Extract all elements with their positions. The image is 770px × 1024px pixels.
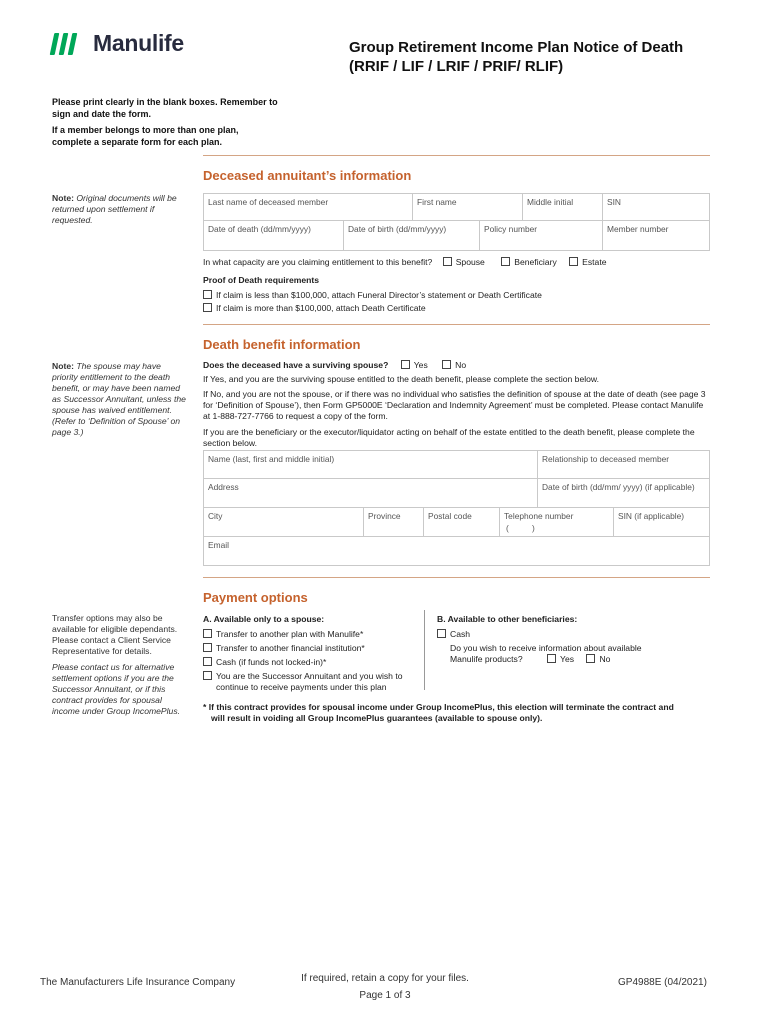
middle-initial-field[interactable] <box>523 194 603 220</box>
field-label: Relationship to deceased member <box>542 454 670 464</box>
form-title-line2: (RRIF / LIF / LRIF / PRIF/ RLIF) <box>349 58 564 75</box>
footnote-line2: will result in voiding all Group IncomePlus guarantees (available to spouse only). <box>211 713 543 723</box>
footer-retain: If required, retain a copy for your files. <box>301 973 469 984</box>
checkbox-icon[interactable] <box>203 629 212 638</box>
province-field[interactable] <box>364 508 424 536</box>
field-label: First name <box>417 197 457 207</box>
checkbox-icon[interactable] <box>203 657 212 666</box>
field-label: Telephone number <box>504 511 574 521</box>
column-divider <box>424 610 425 690</box>
spouse-option[interactable] <box>443 257 485 267</box>
city-field[interactable] <box>204 508 364 536</box>
instruction-line: Please print clearly in the blank boxes. Remember to <box>52 97 278 107</box>
proof-option-more[interactable] <box>203 303 426 314</box>
option-label: Estate <box>582 257 607 267</box>
option-label: Yes <box>413 360 428 370</box>
field-label: Address <box>208 482 239 492</box>
claimant-row-1 <box>203 450 710 479</box>
note-original-documents <box>52 193 187 226</box>
capacity-question: In what capacity are you claiming entitlement to this benefit? <box>203 257 433 267</box>
first-name-field[interactable] <box>413 194 523 220</box>
note-label: Note: <box>52 361 74 371</box>
estate-option[interactable] <box>569 257 606 267</box>
footnote-line1: * If this contract provides for spousal income under Group IncomePlus, this election will terminate the contract and <box>203 702 674 712</box>
capacity-question-row <box>203 257 607 268</box>
option-label: If claim is less than $100,000, attach Funeral Director’s statement or Death Certificate <box>216 290 542 300</box>
option-label: Beneficiary <box>514 257 557 267</box>
option-a-successor-cont: continue to receive payments under this plan <box>216 682 387 692</box>
option-label: Transfer to another financial institution* <box>216 643 365 653</box>
note-text: The spouse may have priority entitlement to the death benefit, or may have been named as Successor Annuitant, unless the spouse has waived entitlement. (Refer to ‘Definition of Spouse’ on page 3.) <box>52 361 186 437</box>
option-label: No <box>599 654 611 664</box>
instruction-no: If No, and you are not the spouse, or if there was no individual who satisfies the definition of spouse at the date of death (see page 3 for ‘Definition of Spouse’), then Form GP5000E ‘Declaration and Indemnity Agreement’ must be completed. Please contact Manulife at 1-888-727-7766 to request a copy of the form. <box>203 389 706 421</box>
field-label: City <box>208 511 223 521</box>
section-divider <box>203 577 710 578</box>
option-label: If claim is more than $100,000, attach Death Certificate <box>216 303 426 313</box>
spouse-no-option[interactable] <box>442 360 466 370</box>
claimant-name-field[interactable] <box>204 451 538 478</box>
section-heading-deceased: Deceased annuitant’s information <box>203 168 412 183</box>
form-title <box>349 38 683 76</box>
section-divider <box>203 324 710 325</box>
instruction-yes: If Yes, and you are the surviving spouse entitled to the death benefit, please complete the section below. <box>203 374 600 384</box>
page-number: Page 1 of 3 <box>359 990 411 1001</box>
date-of-death-field[interactable] <box>204 221 344 250</box>
field-label: Member number <box>607 224 669 234</box>
info-question-line1: Do you wish to receive information about available <box>450 643 642 653</box>
option-a-successor[interactable] <box>203 671 402 682</box>
info-question-line2: Manulife products? <box>450 654 523 664</box>
section-divider <box>203 155 710 156</box>
option-a-transfer-manulife[interactable] <box>203 629 363 640</box>
checkbox-icon[interactable] <box>203 303 212 312</box>
option-label: Yes <box>560 654 575 664</box>
checkbox-icon[interactable] <box>569 257 578 266</box>
policy-number-field[interactable] <box>480 221 603 250</box>
instructions <box>52 96 312 120</box>
postal-code-field[interactable] <box>424 508 500 536</box>
option-b-cash[interactable] <box>437 629 470 640</box>
field-label: SIN (if applicable) <box>618 511 685 521</box>
checkbox-icon[interactable] <box>203 290 212 299</box>
section-heading-payment: Payment options <box>203 590 308 605</box>
note-text: Original documents will be returned upon settlement if requested. <box>52 193 177 225</box>
checkbox-icon[interactable] <box>443 257 452 266</box>
checkbox-icon[interactable] <box>442 360 451 369</box>
email-field[interactable] <box>204 537 709 565</box>
instruction-line: complete a separate form for each plan. <box>52 137 223 147</box>
note-spouse-priority <box>52 361 187 438</box>
checkbox-icon[interactable] <box>203 671 212 680</box>
claimant-row-2 <box>203 479 710 508</box>
option-label: No <box>455 360 467 370</box>
last-name-field[interactable] <box>204 194 413 220</box>
claimant-dob-field[interactable] <box>538 479 709 507</box>
claimant-sin-field[interactable] <box>614 508 709 536</box>
sin-field[interactable] <box>603 194 709 220</box>
option-label: Cash <box>450 629 471 639</box>
checkbox-icon[interactable] <box>547 654 556 663</box>
instructions-plans <box>52 124 312 148</box>
option-a-cash[interactable] <box>203 657 326 668</box>
info-no-option[interactable] <box>586 654 610 664</box>
field-label: SIN <box>607 197 621 207</box>
footer-company: The Manufacturers Life Insurance Company <box>40 977 236 988</box>
manulife-logo-icon <box>52 33 75 55</box>
instruction-line: If a member belongs to more than one plan, <box>52 125 239 135</box>
field-label: Province <box>368 511 401 521</box>
relationship-field[interactable] <box>538 451 709 478</box>
info-question-row <box>450 654 610 665</box>
field-label: Date of birth (dd/mm/ yyyy) (if applicable) <box>542 482 695 492</box>
date-of-birth-field[interactable] <box>344 221 480 250</box>
field-label: Date of death (dd/mm/yyyy) <box>208 224 311 234</box>
field-label: Postal code <box>428 511 472 521</box>
address-field[interactable] <box>204 479 538 507</box>
brand-name: Manulife <box>93 30 184 56</box>
option-label: You are the Successor Annuitant and you wish to <box>216 671 403 681</box>
transfer-options-note: Transfer options may also be available for eligible dependants. Please contact a Client Service Representative for details. <box>52 613 178 656</box>
deceased-row-1 <box>203 193 710 221</box>
proof-option-less[interactable] <box>203 290 542 301</box>
section-heading-death-benefit: Death benefit information <box>203 337 361 352</box>
form-code: GP4988E (04/2021) <box>618 977 707 988</box>
telephone-field[interactable] <box>500 508 614 536</box>
note-label: Note: <box>52 193 74 203</box>
checkbox-icon[interactable] <box>586 654 595 663</box>
deceased-row-2 <box>203 221 710 251</box>
field-label: Last name of deceased member <box>208 197 329 207</box>
option-label: Cash (if funds not locked-in)* <box>216 657 327 667</box>
spouse-question: Does the deceased have a surviving spouse? <box>203 360 389 370</box>
checkbox-icon[interactable] <box>203 643 212 652</box>
field-label: Policy number <box>484 224 538 234</box>
proof-heading: Proof of Death requirements <box>203 275 320 285</box>
option-b-heading: B. Available to other beneficiaries: <box>437 614 578 624</box>
option-label: Transfer to another plan with Manulife* <box>216 629 364 639</box>
field-label: Date of birth (dd/mm/yyyy) <box>348 224 447 234</box>
info-yes-option[interactable] <box>547 654 574 664</box>
spouse-question-row <box>203 360 466 371</box>
beneficiary-option[interactable] <box>501 257 557 267</box>
checkbox-icon[interactable] <box>437 629 446 638</box>
field-label: Email <box>208 540 229 550</box>
member-number-field[interactable] <box>603 221 709 250</box>
option-a-transfer-institution[interactable] <box>203 643 365 654</box>
instruction-beneficiary: If you are the beneficiary or the executor/liquidator acting on behalf of the estate entitled to the death benefit, please complete the section below. <box>203 427 695 448</box>
area-code-mask: ( ) <box>506 523 535 533</box>
option-label: Spouse <box>455 257 485 267</box>
option-a-heading: A. Available only to a spouse: <box>203 614 325 624</box>
claimant-row-4 <box>203 537 710 566</box>
checkbox-icon[interactable] <box>501 257 510 266</box>
form-title-line1: Group Retirement Income Plan Notice of Death <box>349 39 684 56</box>
checkbox-icon[interactable] <box>401 360 410 369</box>
claimant-row-3 <box>203 508 710 537</box>
field-label: Name (last, first and middle initial) <box>208 454 335 464</box>
instruction-line: sign and date the form. <box>52 109 152 119</box>
spouse-yes-option[interactable] <box>401 360 428 370</box>
alternative-settlement-note: Please contact us for alternative settlement options if you are the Successor Annuitant, or if this contract provides for spousal income under Group IncomePlus. <box>52 662 181 716</box>
field-label: Middle initial <box>527 197 574 207</box>
